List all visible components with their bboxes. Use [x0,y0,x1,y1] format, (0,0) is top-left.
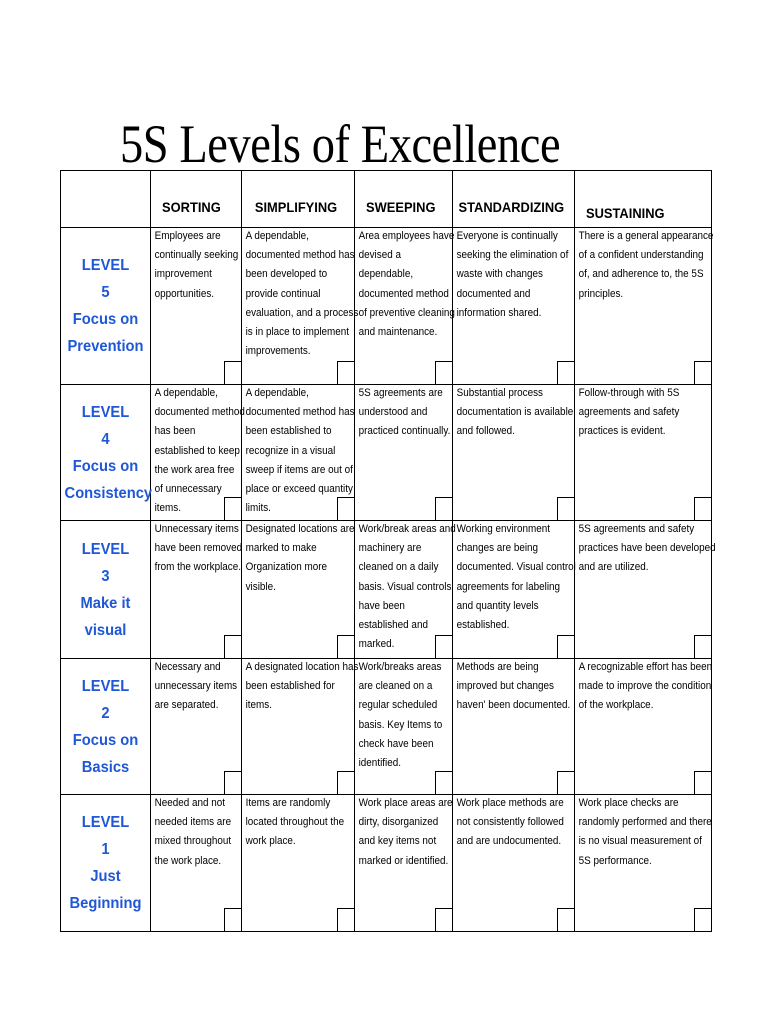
table-row [61,659,712,795]
checkbox[interactable] [337,771,354,794]
level-label: LEVEL 3 Make it visual [61,521,151,659]
checkbox[interactable] [337,497,354,520]
checkbox[interactable] [557,771,574,794]
checkbox[interactable] [435,497,452,520]
checkbox[interactable] [694,771,711,794]
table-cell: Work place areas are dirty, disorganized and key items not marked or identified. [355,795,453,932]
table-cell: Follow-through with 5S agreements and safety practices is evident. [575,385,712,521]
table-cell: Needed and not needed items are mixed throughout the work place. [151,795,242,932]
table-cell: A dependable, documented method has been developed to provide continual evaluation, and a process is in place to implement improvements. [242,228,355,385]
checkbox[interactable] [337,635,354,658]
table-row [61,385,712,521]
table-cell: Working environment changes are being documented. Visual control agreements for labeling and quantity levels established. [453,521,575,659]
checkbox[interactable] [337,908,354,931]
table-row [61,795,712,932]
checkbox[interactable] [694,361,711,384]
checkbox[interactable] [224,771,241,794]
table-cell: Everyone is continually seeking the elimination of waste with changes documented and information shared. [453,228,575,385]
header-sweeping: SWEEPING [355,171,453,228]
checkbox[interactable] [557,361,574,384]
table-cell: A designated location has been established for items. [242,659,355,795]
checkbox[interactable] [435,635,452,658]
level-label: LEVEL 1 Just Beginning [61,795,151,932]
checkbox[interactable] [224,908,241,931]
checkbox[interactable] [435,771,452,794]
levels-table [60,170,716,932]
header-simplifying: SIMPLIFYING [242,171,355,228]
header-row [61,171,712,228]
page-title: 5S Levels of Excellence [120,114,561,174]
table-cell: Work place checks are randomly performed and there is no visual measurement of 5S performance. [575,795,712,932]
table-cell: Unnecessary items have been removed from the workplace. [151,521,242,659]
table-cell: 5S agreements are understood and practiced continually. [355,385,453,521]
checkbox[interactable] [694,497,711,520]
checkbox[interactable] [694,635,711,658]
table-cell: There is a general appearance of a confident understanding of, and adherence to, the 5S principles. [575,228,712,385]
table-cell: A recognizable effort has been made to improve the condition of the workplace. [575,659,712,795]
table-cell: Methods are being improved but changes haven' been documented. [453,659,575,795]
checkbox[interactable] [224,497,241,520]
checkbox[interactable] [337,361,354,384]
table-cell: 5S agreements and safety practices have been developed and are utilized. [575,521,712,659]
header-standardizing: STANDARDIZING [453,171,575,228]
table-cell: Work/breaks areas are cleaned on a regular scheduled basis. Key Items to check have been identified. [355,659,453,795]
header-sorting: SORTING [151,171,242,228]
level-label: LEVEL 5 Focus on Prevention [61,228,151,385]
table-cell: Necessary and unnecessary items are separated. [151,659,242,795]
corner-cell [61,171,151,228]
level-label: LEVEL 4 Focus on Consistency [61,385,151,521]
table-cell: Work/break areas and machinery are cleaned on a daily basis. Visual controls have been established and marked. [355,521,453,659]
table-cell: A dependable, documented method has been established to recognize in a visual sweep if items are out of place or exceed quantity limits. [242,385,355,521]
header-sustaining: SUSTAINING [575,171,712,228]
table-cell: Work place methods are not consistently followed and are undocumented. [453,795,575,932]
checkbox[interactable] [557,635,574,658]
table-cell: Substantial process documentation is available and followed. [453,385,575,521]
checkbox[interactable] [435,361,452,384]
checkbox[interactable] [224,635,241,658]
checkbox[interactable] [435,908,452,931]
checkbox[interactable] [557,497,574,520]
checkbox[interactable] [557,908,574,931]
table-row [61,521,712,659]
table-cell: A dependable, documented method has been established to keep the work area free of unnecessary items. [151,385,242,521]
checkbox[interactable] [224,361,241,384]
table-cell: Items are randomly located throughout the work place. [242,795,355,932]
checkbox[interactable] [694,908,711,931]
level-label: LEVEL 2 Focus on Basics [61,659,151,795]
table-cell: Designated locations are marked to make Organization more visible. [242,521,355,659]
table-row [61,228,712,385]
table-cell: Employees are continually seeking improvement opportunities. [151,228,242,385]
table-cell: Area employees have devised a dependable, documented method of preventive cleaning and maintenance. [355,228,453,385]
